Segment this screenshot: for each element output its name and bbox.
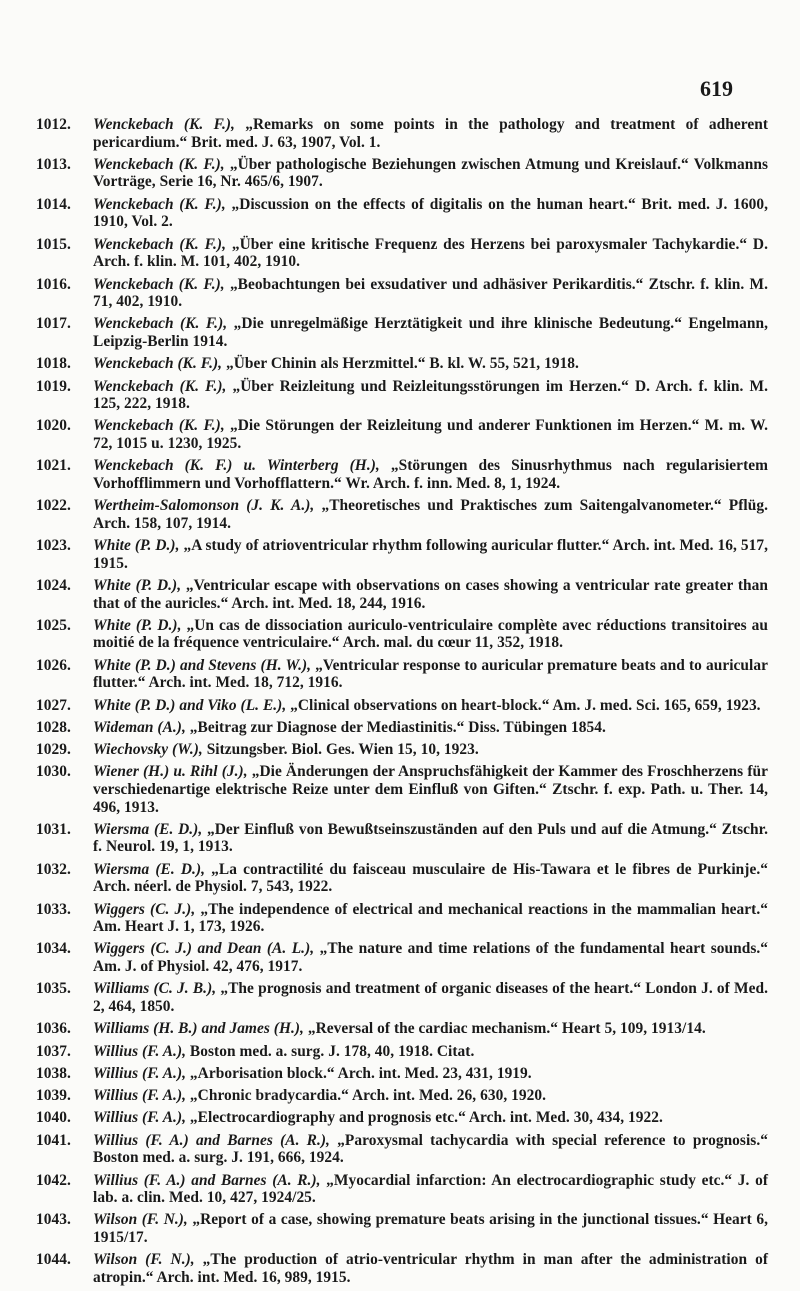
entry-number: 1015. [36, 235, 71, 253]
entry-reference: „Ventricular response to auricular premature beats and to auricular flutter.“ Arch. int. Med. 18, 712, 1916. [93, 656, 768, 692]
bibliography-entry [36, 315, 768, 350]
entry-number: 1039. [36, 1087, 71, 1105]
bibliography-entry [36, 417, 768, 452]
entry-authors: Williams (C. J. B.), [93, 980, 217, 998]
entry-reference: „Myocardial infarction: An electrocardiographic study etc.“ J. of lab. a. clin. Med. 10, 427, 1924/25. [93, 1171, 768, 1207]
entry-number: 1032. [36, 860, 71, 878]
entry-citation [93, 1065, 768, 1083]
entry-citation [93, 1251, 768, 1286]
bibliography-entry [36, 901, 768, 936]
entry-number: 1026. [36, 656, 71, 674]
entry-reference: „Paroxysmal tachycardia with special reference to prognosis.“ Boston med. a. surg. J. 191, 666, 1924. [93, 1131, 768, 1167]
entry-number: 1012. [36, 116, 71, 133]
entry-reference: Sitzungsber. Biol. Ges. Wien 15, 10, 1923. [202, 741, 479, 759]
bibliography-entry [36, 697, 768, 715]
entry-authors: Willius (F. A.) and Barnes (A. R.), [93, 1171, 321, 1189]
entry-reference: „Die unregelmäßige Herztätigkeit und ihre klinische Bedeutung.“ Engelmann, Leipzig-Berlin 1914. [93, 315, 769, 350]
entry-number: 1037. [36, 1042, 71, 1060]
entry-number: 1027. [36, 696, 71, 714]
entry-number: 1029. [36, 741, 71, 759]
entry-citation [93, 577, 768, 612]
entry-authors: White (P. D.), [93, 576, 182, 594]
entry-reference: „The prognosis and treatment of organic diseases of the heart.“ London J. of Med. 2, 464, 1850. [93, 980, 768, 1015]
entry-reference: „Theoretisches und Praktisches zum Saitengalvanometer.“ Pflüg. Arch. 158, 107, 1914. [93, 497, 768, 532]
entry-citation [93, 980, 768, 1015]
bibliography-entry [36, 196, 768, 231]
entry-authors: Wenckebach (K. F.), [93, 235, 226, 253]
bibliography-entry [36, 1132, 768, 1167]
entry-reference: „The production of atrio-ventricular rhythm in man after the administration of atropin.“ Arch. int. Med. 16, 989, 1915. [93, 1251, 769, 1286]
entry-citation [93, 156, 768, 191]
entry-number: 1030. [36, 763, 71, 781]
bibliography-entry [36, 355, 768, 373]
entry-number: 1041. [36, 1131, 71, 1149]
entry-reference: „Ventricular escape with observations on cases showing a ventricular rate greater than that of the auricles.“ Arch. int. Med. 18, 244, 1916. [93, 576, 768, 612]
entry-reference: „Die Störungen der Reizleitung und anderer Funktionen im Herzen.“ M. m. W. 72, 1015 u. 1230, 1925. [93, 417, 769, 452]
entry-citation [93, 417, 768, 452]
entry-reference: „A study of atrioventricular rhythm following auricular flutter.“ Arch. int. Med. 16, 517, 1915. [93, 537, 768, 572]
entry-authors: White (P. D.) and Stevens (H. W.), [93, 656, 312, 674]
page-number: 619 [700, 76, 733, 101]
entry-number: 1025. [36, 616, 71, 634]
bibliography-entry [36, 1065, 768, 1083]
entry-reference: „Electrocardiography and prognosis etc.“ Arch. int. Med. 30, 434, 1922. [186, 1109, 663, 1127]
entry-citation [93, 821, 768, 856]
entry-authors: Wenckebach (K. F.), [93, 315, 228, 333]
entry-authors: White (P. D.) and Viko (L. E.), [93, 696, 287, 714]
entry-authors: Wertheim-Salomonson (J. K. A.), [93, 497, 315, 515]
entry-authors: White (P. D.), [93, 616, 182, 634]
entry-authors: Wenckebach (K. F.), [93, 195, 226, 213]
entry-number: 1035. [36, 980, 71, 998]
entry-authors: Wenckebach (K. F.), [93, 355, 223, 373]
bibliography-entry [36, 1109, 768, 1127]
entry-reference: „Über Chinin als Herzmittel.“ B. kl. W. 55, 521, 1918. [222, 355, 579, 373]
bibliography-entry [36, 276, 768, 311]
entry-reference: „Discussion on the effects of digitalis on the human heart.“ Brit. med. J. 1600, 1910, Vol. 2. [93, 195, 768, 231]
bibliography-entry [36, 116, 768, 151]
bibliography-entry [36, 537, 768, 572]
entry-number: 1044. [36, 1251, 71, 1269]
bibliography-entry [36, 156, 768, 191]
bibliography-entry [36, 719, 768, 737]
entry-citation [93, 1087, 768, 1105]
entry-number: 1017. [36, 315, 71, 333]
bibliography-entry [36, 1211, 768, 1246]
entry-authors: Wenckebach (K. F.), [93, 155, 225, 173]
bibliography-entry [36, 1087, 768, 1105]
entry-reference: „Der Einfluß von Bewußtseinszuständen auf den Puls und auf die Atmung.“ Ztschr. f. Neurol. 19, 1, 1913. [93, 820, 768, 856]
entry-number: 1014. [36, 195, 71, 213]
bibliography-entry [36, 617, 768, 652]
entry-citation [93, 719, 768, 737]
bibliography-entry [36, 741, 768, 759]
entry-number: 1043. [36, 1211, 71, 1229]
entry-number: 1019. [36, 377, 71, 395]
entry-number: 1021. [36, 457, 71, 475]
bibliography-entry [36, 940, 768, 975]
entry-authors: Willius (F. A.), [93, 1109, 187, 1127]
entry-authors: Wideman (A.), [93, 718, 186, 736]
entry-citation [93, 315, 768, 350]
entry-reference: Boston med. a. surg. J. 178, 40, 1918. Citat. [186, 1042, 475, 1060]
entry-number: 1023. [36, 537, 71, 555]
bibliography-entry [36, 577, 768, 612]
entry-authors: Wiggers (C. J.) and Dean (A. L.), [93, 940, 315, 958]
bibliography-entry [36, 821, 768, 856]
entry-citation [93, 1211, 768, 1246]
entry-citation [93, 901, 768, 936]
entry-number: 1038. [36, 1064, 71, 1082]
entry-number: 1018. [36, 355, 71, 373]
entry-reference: „Über pathologische Beziehungen zwischen Atmung und Kreislauf.“ Volkmanns Vorträge, Serie 16, Nr. 465/6, 1907. [93, 155, 768, 191]
entry-number: 1020. [36, 417, 71, 435]
entry-authors: Wilson (F. N.), [93, 1251, 195, 1269]
entry-number: 1013. [36, 155, 71, 173]
bibliography-entry [36, 378, 768, 413]
bibliography-entry [36, 861, 768, 896]
entry-citation [93, 276, 768, 311]
entry-authors: Williams (H. B.) and James (H.), [93, 1020, 304, 1038]
entry-citation [93, 617, 768, 652]
entry-reference: „Über Reizleitung und Reizleitungsstörungen im Herzen.“ D. Arch. f. klin. M. 125, 222, 1918. [93, 377, 768, 413]
bibliography-entry [36, 980, 768, 1015]
entry-citation [93, 741, 768, 759]
entry-reference: „Clinical observations on heart-block.“ Am. J. med. Sci. 165, 659, 1923. [286, 696, 761, 714]
entry-citation [93, 697, 768, 715]
entry-reference: „Störungen des Sinusrhythmus nach regularisiertem Vorhofflimmern und Vorhofflattern.“ Wr. Arch. f. inn. Med. 8, 1, 1924. [93, 457, 768, 492]
entry-reference: „La contractilité du faisceau musculaire de His-Tawara et le fibres de Purkinje.“ Arch. néerl. de Physiol. 7, 543, 1922. [93, 860, 768, 896]
entry-authors: Willius (F. A.) and Barnes (A. R.), [93, 1131, 330, 1149]
entry-authors: Wiener (H.) u. Rihl (J.), [93, 763, 248, 781]
bibliography-list [36, 116, 768, 1291]
entry-citation [93, 940, 768, 975]
bibliography-entry [36, 1172, 768, 1207]
entry-number: 1042. [36, 1171, 71, 1189]
entry-reference: „Beobachtungen bei exsudativer und adhäsiver Perikarditis.“ Ztschr. f. klin. M. 71, 402, 1910. [93, 275, 769, 311]
entry-citation [93, 1132, 768, 1167]
entry-citation [93, 196, 768, 231]
entry-number: 1040. [36, 1109, 71, 1127]
entry-reference: „The nature and time relations of the fundamental heart sounds.“ Am. J. of Physiol. 42, 476, 1917. [93, 940, 769, 976]
entry-number: 1028. [36, 718, 71, 736]
entry-reference: „Reversal of the cardiac mechanism.“ Heart 5, 109, 1913/14. [303, 1020, 706, 1038]
entry-authors: Wenckebach (K. F.), [93, 377, 227, 395]
entry-citation [93, 763, 768, 816]
entry-citation [93, 497, 768, 532]
entry-authors: White (P. D.), [93, 537, 180, 555]
entry-citation [93, 116, 768, 151]
entry-citation [93, 537, 768, 572]
entry-authors: Willius (F. A.), [93, 1087, 187, 1105]
bibliography-entry [36, 1251, 768, 1286]
entry-reference: „Die Änderungen der Anspruchsfähigkeit der Kammer des Froschherzens für verschiedenartige elektrische Reize unter dem Einfluß von Giften.“ Ztschr. f. exp. Path. u. Ther. 14, 496, 1913. [93, 763, 768, 816]
entry-number: 1034. [36, 940, 71, 958]
entry-number: 1033. [36, 900, 71, 918]
entry-number: 1022. [36, 497, 71, 515]
entry-citation [93, 236, 768, 271]
entry-reference: „Un cas de dissociation auriculo-ventriculaire complète avec réductions transitoires au moitié de la fréquence ventriculaire.“ Arch. mal. du cœur 11, 352, 1918. [93, 616, 768, 652]
entry-reference: „Über eine kritische Frequenz des Herzens bei paroxysmaler Tachykardie.“ D. Arch. f. klin. M. 101, 402, 1910. [93, 235, 768, 271]
bibliography-entry [36, 457, 768, 492]
entry-authors: Wenckebach (K. F.), [93, 275, 225, 293]
entry-citation [93, 378, 768, 413]
entry-authors: Wilson (F. N.), [93, 1211, 188, 1229]
entry-number: 1031. [36, 820, 71, 838]
entry-reference: „Chronic bradycardia.“ Arch. int. Med. 26, 630, 1920. [186, 1087, 546, 1105]
entry-authors: Wenckebach (K. F.) u. Winterberg (H.), [93, 457, 380, 475]
entry-reference: „Remarks on some points in the pathology and treatment of adherent pericardium.“ Brit. med. J. 63, 1907, Vol. 1. [93, 116, 768, 151]
entry-authors: Willius (F. A.), [93, 1042, 187, 1060]
entry-citation [93, 355, 768, 373]
bibliography-entry [36, 1043, 768, 1061]
bibliography-entry [36, 497, 768, 532]
bibliography-entry [36, 236, 768, 271]
entry-reference: „Report of a case, showing premature beats arising in the junctional tissues.“ Heart 6, 1915/17. [93, 1211, 769, 1246]
entry-citation [93, 1172, 768, 1207]
entry-number: 1016. [36, 275, 71, 293]
entry-authors: Wiersma (E. D.), [93, 860, 206, 878]
entry-citation [93, 1109, 768, 1127]
entry-number: 1024. [36, 576, 71, 594]
entry-citation [93, 1043, 768, 1061]
entry-citation [93, 861, 768, 896]
bibliography-entry [36, 763, 768, 816]
bibliography-entry [36, 657, 768, 692]
entry-citation [93, 657, 768, 692]
entry-authors: Wenckebach (K. F.), [93, 116, 235, 133]
entry-citation [93, 457, 768, 492]
entry-reference: „Arborisation block.“ Arch. int. Med. 23, 431, 1919. [186, 1064, 532, 1082]
entry-authors: Willius (F. A.), [93, 1064, 187, 1082]
entry-reference: „Beitrag zur Diagnose der Mediastinitis.“ Diss. Tübingen 1854. [185, 718, 606, 736]
entry-citation [93, 1020, 768, 1038]
entry-authors: Wiersma (E. D.), [93, 820, 203, 838]
entry-authors: Wenckebach (K. F.), [93, 417, 225, 435]
entry-reference: „The independence of electrical and mechanical reactions in the mammalian heart.“ Am. Heart J. 1, 173, 1926. [93, 900, 769, 936]
entry-number: 1036. [36, 1020, 71, 1038]
entry-authors: Wiechovsky (W.), [93, 741, 203, 759]
entry-authors: Wiggers (C. J.), [93, 900, 196, 918]
bibliography-entry [36, 1020, 768, 1038]
